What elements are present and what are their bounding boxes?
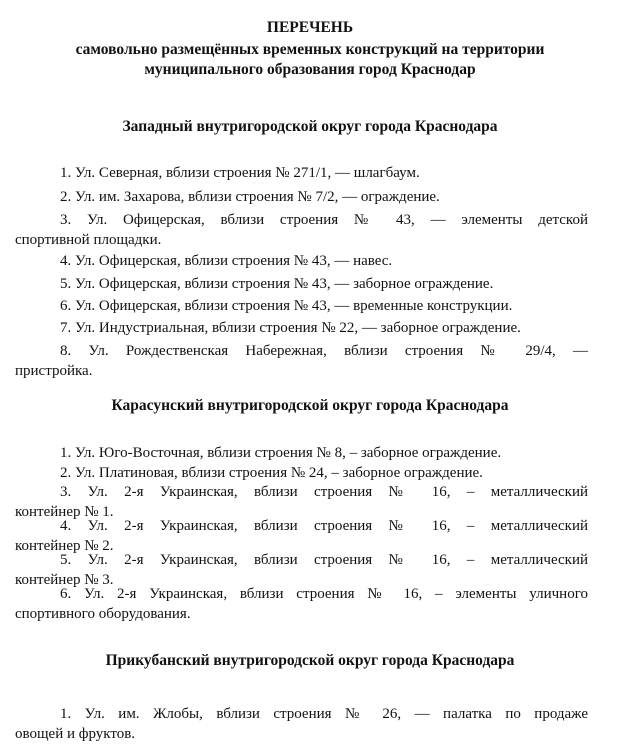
list-item [15,704,588,744]
list-item-continuation: овощей и фруктов. [15,726,136,742]
list-item: 6. Ул. Офицерская, вблизи строения № 43, — временные конструкции. [60,298,513,314]
list-item-continuation: пристройка. [15,363,93,379]
list-item [15,210,588,250]
list-item: 5. Ул. Офицерская, вблизи строения № 43, — заборное ограждение. [60,276,494,292]
document-subtitle-line-1: самовольно размещённых временных конструкций на территории [75,41,545,58]
list-item: 4. Ул. Офицерская, вблизи строения № 43, — навес. [60,253,393,269]
list-item-line: 3. Ул. 2-я Украинская, вблизи строения № 16, – металлический [60,484,588,500]
list-item-line: 1. Ул. им. Жлобы, вблизи строения № 26, — палатка по продаже [60,706,588,722]
list-item: 2. Ул. им. Захарова, вблизи строения № 7/2, — ограждение. [60,189,440,205]
list-item-line: 3. Ул. Офицерская, вблизи строения № 43, — элементы детской [60,212,588,228]
list-item-continuation: контейнер № 2. [15,538,114,554]
section-heading-prikubansky: Прикубанский внутригородской округ города Краснодара [105,652,515,669]
list-item-continuation: спортивного оборудования. [15,606,191,622]
list-item: 7. Ул. Индустриальная, вблизи строения № 22, — заборное ограждение. [60,320,521,336]
list-item [15,341,588,381]
document-title: ПЕРЕЧЕНЬ [266,19,354,36]
section-heading-karasunsky: Карасунский внутригородской округ города Краснодара [111,397,509,414]
section-heading-zapadny: Западный внутригородской округ города Краснодара [122,118,498,135]
list-item-line: 8. Ул. Рождественская Набережная, вблизи строения № 29/4, — [60,343,588,359]
list-item-line: 4. Ул. 2-я Украинская, вблизи строения № 16, – металлический [60,518,588,534]
list-item: 1. Ул. Северная, вблизи строения № 271/1, — шлагбаум. [60,165,420,181]
list-item-continuation: контейнер № 3. [15,572,114,588]
list-item-continuation: контейнер № 1. [15,504,114,520]
list-item [15,584,588,624]
list-item: 2. Ул. Платиновая, вблизи строения № 24, – заборное ограждение. [60,465,483,481]
document-subtitle-line-2: муниципального образования город Краснодар [144,61,476,78]
list-item-continuation: спортивной площадки. [15,232,162,248]
list-item: 1. Ул. Юго-Восточная, вблизи строения № 8, – заборное ограждение. [60,445,502,461]
list-item-line: 6. Ул. 2-я Украинская, вблизи строения № 16, – элементы уличного [60,586,588,602]
list-item-line: 5. Ул. 2-я Украинская, вблизи строения № 16, – металлический [60,552,588,568]
